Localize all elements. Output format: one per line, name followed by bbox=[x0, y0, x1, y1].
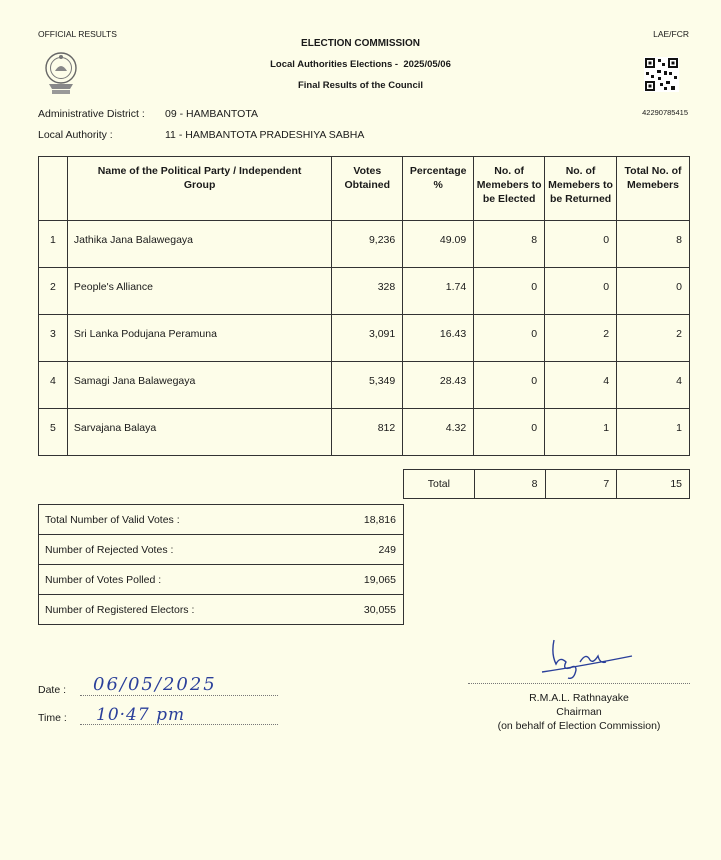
percentage-cell: 1.74 bbox=[403, 268, 474, 315]
col-header-votes: Votes Obtained bbox=[332, 157, 403, 221]
total-members-cell: 2 bbox=[617, 315, 690, 362]
authority-label: Local Authority : bbox=[38, 129, 113, 141]
returned-cell: 4 bbox=[545, 362, 617, 409]
election-prefix: Local Authorities Elections - bbox=[270, 59, 399, 70]
totals-table bbox=[403, 469, 690, 499]
rejected-votes-label: Number of Rejected Votes : bbox=[39, 535, 328, 565]
table-row bbox=[39, 362, 690, 409]
total-members: 15 bbox=[617, 470, 690, 499]
row-index: 4 bbox=[39, 362, 68, 409]
party-name: Sri Lanka Podujana Peramuna bbox=[67, 315, 331, 362]
elected-cell: 0 bbox=[474, 409, 545, 456]
votes-polled-value: 19,065 bbox=[328, 565, 404, 595]
col-header-elected: No. of Memebers to be Elected bbox=[474, 157, 545, 221]
total-members-cell: 8 bbox=[617, 221, 690, 268]
party-name: Sarvajana Balaya bbox=[67, 409, 331, 456]
party-name: People's Alliance bbox=[67, 268, 331, 315]
percentage-cell: 16.43 bbox=[403, 315, 474, 362]
summary-row bbox=[39, 535, 404, 565]
time-label: Time : bbox=[38, 712, 67, 724]
returned-cell: 1 bbox=[545, 409, 617, 456]
signature-icon bbox=[540, 634, 635, 679]
table-row bbox=[39, 409, 690, 456]
date-label: Date : bbox=[38, 684, 67, 696]
summary-row bbox=[39, 595, 404, 625]
district-label: Administrative District : bbox=[38, 108, 145, 120]
total-members-cell: 4 bbox=[617, 362, 690, 409]
total-members-cell: 1 bbox=[617, 409, 690, 456]
vote-summary-table bbox=[38, 504, 404, 625]
votes-polled-label: Number of Votes Polled : bbox=[39, 565, 328, 595]
summary-row bbox=[39, 565, 404, 595]
votes-cell: 3,091 bbox=[332, 315, 403, 362]
signature-line bbox=[468, 682, 690, 684]
row-index: 1 bbox=[39, 221, 68, 268]
totals-row bbox=[404, 470, 690, 499]
elected-cell: 0 bbox=[474, 268, 545, 315]
commission-title: ELECTION COMMISSION bbox=[301, 38, 420, 49]
rejected-votes-value: 249 bbox=[328, 535, 404, 565]
date-value: 06/05/2025 bbox=[93, 674, 217, 695]
registered-electors-value: 30,055 bbox=[328, 595, 404, 625]
form-code: LAE/FCR bbox=[653, 29, 689, 39]
total-returned: 7 bbox=[545, 470, 617, 499]
signatory-name: R.M.A.L. Rathnayake bbox=[529, 692, 629, 704]
valid-votes-value: 18,816 bbox=[328, 505, 404, 535]
time-value: 10·47 pm bbox=[96, 705, 186, 725]
total-elected: 8 bbox=[474, 470, 545, 499]
valid-votes-label: Total Number of Valid Votes : bbox=[39, 505, 328, 535]
row-index: 2 bbox=[39, 268, 68, 315]
elected-cell: 0 bbox=[474, 315, 545, 362]
results-table bbox=[38, 156, 690, 456]
party-name: Jathika Jana Balawegaya bbox=[67, 221, 331, 268]
election-date: 2025/05/06 bbox=[403, 59, 451, 70]
table-header-row bbox=[39, 157, 690, 221]
registered-electors-label: Number of Registered Electors : bbox=[39, 595, 328, 625]
table-row bbox=[39, 221, 690, 268]
document-subtitle: Final Results of the Council bbox=[297, 80, 424, 91]
row-index: 5 bbox=[39, 409, 68, 456]
summary-row bbox=[39, 505, 404, 535]
total-members-cell: 0 bbox=[617, 268, 690, 315]
votes-cell: 328 bbox=[332, 268, 403, 315]
sri-lanka-emblem-icon bbox=[43, 48, 79, 98]
votes-cell: 9,236 bbox=[332, 221, 403, 268]
returned-cell: 2 bbox=[545, 315, 617, 362]
elected-cell: 0 bbox=[474, 362, 545, 409]
returned-cell: 0 bbox=[545, 221, 617, 268]
signatory-note: (on behalf of Election Commission) bbox=[497, 720, 661, 732]
returned-cell: 0 bbox=[545, 268, 617, 315]
col-header-index bbox=[39, 157, 68, 221]
row-index: 3 bbox=[39, 315, 68, 362]
elected-cell: 8 bbox=[474, 221, 545, 268]
district-value: 09 - HAMBANTOTA bbox=[165, 108, 258, 120]
col-header-returned: No. of Memebers to be Returned bbox=[545, 157, 617, 221]
col-header-party: Name of the Political Party / Independent Group bbox=[67, 157, 331, 221]
election-line bbox=[0, 59, 721, 70]
table-row bbox=[39, 315, 690, 362]
authority-value: 11 - HAMBANTOTA PRADESHIYA SABHA bbox=[165, 129, 365, 141]
col-header-total: Total No. of Memebers bbox=[617, 157, 690, 221]
percentage-cell: 4.32 bbox=[403, 409, 474, 456]
document-number: 42290785415 bbox=[642, 108, 688, 117]
party-name: Samagi Jana Balawegaya bbox=[67, 362, 331, 409]
signatory-title: Chairman bbox=[556, 706, 602, 718]
official-results-label: OFFICIAL RESULTS bbox=[38, 29, 117, 39]
qr-code-icon bbox=[644, 57, 679, 92]
votes-cell: 5,349 bbox=[332, 362, 403, 409]
table-row bbox=[39, 268, 690, 315]
col-header-percentage: Percentage % bbox=[403, 157, 474, 221]
total-label: Total bbox=[404, 470, 475, 499]
percentage-cell: 49.09 bbox=[403, 221, 474, 268]
votes-cell: 812 bbox=[332, 409, 403, 456]
percentage-cell: 28.43 bbox=[403, 362, 474, 409]
